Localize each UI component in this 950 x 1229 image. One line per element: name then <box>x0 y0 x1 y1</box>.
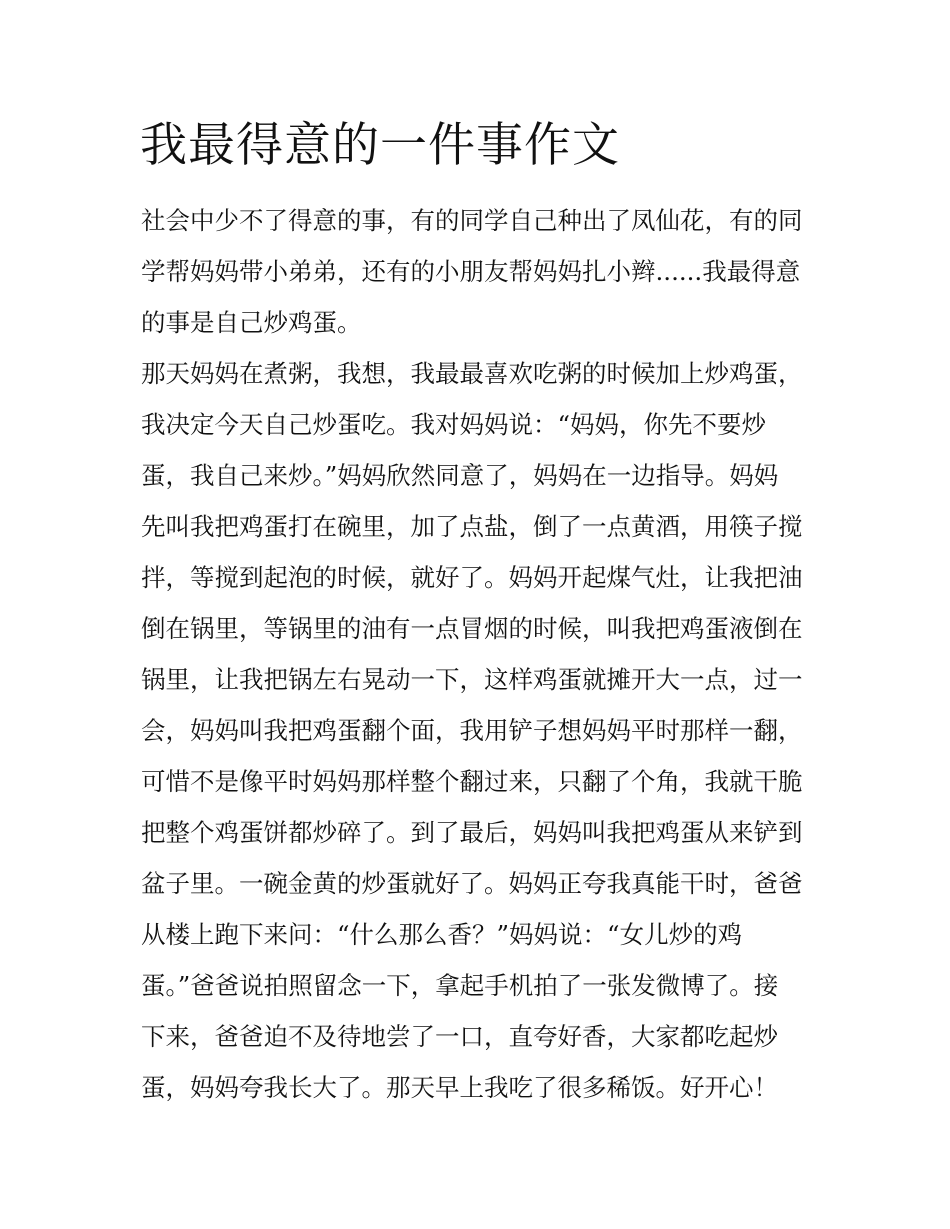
text-line: 的事是自己炒鸡蛋。 <box>141 308 362 337</box>
text-line: 可惜不是像平时妈妈那样整个翻过来，只翻了个角，我就干脆 <box>141 767 803 796</box>
text-line: 从楼上跑下来问：“什么那么香？”妈妈说：“女儿炒的鸡 <box>141 920 743 949</box>
text-line: 倒在锅里，等锅里的油有一点冒烟的时候，叫我把鸡蛋液倒在 <box>141 614 803 643</box>
text-line: 蛋，妈妈夸我长大了。那天早上我吃了很多稀饭。好开心！ <box>141 1073 778 1102</box>
text-line: 蛋。”爸爸说拍照留念一下，拿起手机拍了一张发微博了。接 <box>141 971 779 1000</box>
text-line: 拌，等搅到起泡的时候，就好了。妈妈开起煤气灶，让我把油 <box>141 563 803 592</box>
text-line: 会，妈妈叫我把鸡蛋翻个面，我用铲子想妈妈平时那样一翻， <box>141 716 803 745</box>
text-line: 盆子里。一碗金黄的炒蛋就好了。妈妈正夸我真能干时，爸爸 <box>141 869 803 898</box>
text-line: 学帮妈妈带小弟弟，还有的小朋友帮妈妈扎小辫......我最得意 <box>141 257 801 286</box>
text-line: 社会中少不了得意的事，有的同学自己种出了凤仙花，有的同 <box>141 206 803 235</box>
text-line: 把整个鸡蛋饼都炒碎了。到了最后，妈妈叫我把鸡蛋从来铲到 <box>141 818 803 847</box>
document-title: 我最得意的一件事作文 <box>140 118 620 173</box>
text-line: 那天妈妈在煮粥，我想，我最最喜欢吃粥的时候加上炒鸡蛋， <box>141 359 803 388</box>
text-line: 下来，爸爸迫不及待地尝了一口，直夸好香，大家都吃起炒 <box>141 1022 778 1051</box>
text-line: 我决定今天自己炒蛋吃。我对妈妈说：“妈妈，你先不要炒 <box>141 410 767 439</box>
text-line: 锅里，让我把锅左右晃动一下，这样鸡蛋就摊开大一点，过一 <box>141 665 803 694</box>
text-line: 先叫我把鸡蛋打在碗里，加了点盐，倒了一点黄酒，用筷子搅 <box>141 512 803 541</box>
text-line: 蛋，我自己来炒。”妈妈欣然同意了，妈妈在一边指导。妈妈 <box>141 461 779 490</box>
